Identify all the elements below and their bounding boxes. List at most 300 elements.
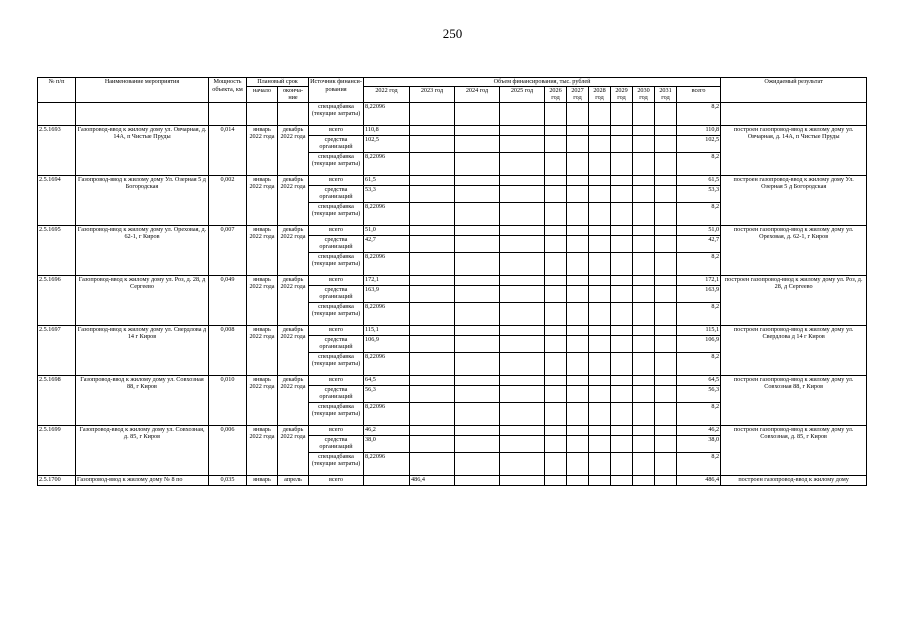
year-value-cell: 106,9 (364, 335, 410, 352)
year-value-cell (410, 175, 455, 185)
year-value-cell (611, 302, 633, 325)
header-name: Наименование мероприятия (76, 78, 209, 103)
start-cell: январь 2022 года (247, 125, 278, 175)
year-value-cell: 8,22096 (364, 352, 410, 375)
year-value-cell (410, 435, 455, 452)
end-cell: декабрь 2022 года (278, 375, 309, 425)
year-value-cell (410, 252, 455, 275)
year-value-cell (611, 135, 633, 152)
year-value-cell (655, 375, 677, 385)
year-value-cell (410, 235, 455, 252)
year-value-cell (545, 475, 567, 485)
year-value-cell (633, 452, 655, 475)
measure-name: Газопровод-ввод к жилому дому ул. Овчарная, д. 14А, п Чистые Пруды (76, 125, 209, 175)
measure-name: Газопровод-ввод к жилому дому ул. Свердлова д 14 г Киров (76, 325, 209, 375)
year-value-cell (611, 475, 633, 485)
year-value-cell: 46,2 (364, 425, 410, 435)
total-cell: 8,2 (677, 402, 721, 425)
year-value-cell (589, 235, 611, 252)
start-cell: январь (247, 475, 278, 485)
year-value-cell (611, 102, 633, 125)
year-value-cell (589, 435, 611, 452)
year-value-cell (611, 452, 633, 475)
year-value-cell (500, 335, 545, 352)
measure-name: Газопровод-ввод к жилому дому ул. Совхозная, д. 85, г Киров (76, 425, 209, 475)
year-value-cell (633, 135, 655, 152)
year-value-cell (633, 185, 655, 202)
year-value-cell (567, 185, 589, 202)
total-cell: 8,2 (677, 202, 721, 225)
year-value-cell (633, 175, 655, 185)
year-value-cell (655, 452, 677, 475)
year-value-cell (500, 402, 545, 425)
header-year: 2025 год (500, 86, 545, 102)
year-value-cell (500, 125, 545, 135)
source-cell: всего (309, 175, 364, 185)
page-number: 250 (442, 26, 463, 41)
year-value-cell (500, 385, 545, 402)
expected-result: построен газопровод-ввод к жилому дому ул. Роз, д. 28, д Сергеево (721, 275, 867, 325)
source-cell: средства организаций (309, 185, 364, 202)
empty-cell (38, 102, 76, 125)
year-value-cell (545, 302, 567, 325)
year-value-cell (545, 275, 567, 285)
header-capacity: Мощность объекта, км (209, 78, 247, 103)
year-value-cell (455, 252, 500, 275)
year-value-cell (567, 175, 589, 185)
total-cell: 38,0 (677, 435, 721, 452)
year-value-cell (545, 335, 567, 352)
total-cell: 8,2 (677, 302, 721, 325)
year-value-cell (567, 135, 589, 152)
year-value-cell (633, 235, 655, 252)
year-value-cell (545, 175, 567, 185)
year-value-cell (500, 152, 545, 175)
header-year: 2027 год (567, 86, 589, 102)
year-value-cell (455, 125, 500, 135)
year-value-cell (545, 352, 567, 375)
table-row (38, 125, 867, 135)
year-value-cell (567, 335, 589, 352)
year-value-cell (655, 385, 677, 402)
year-value-cell (545, 135, 567, 152)
year-value-cell (611, 335, 633, 352)
year-value-cell (545, 425, 567, 435)
year-value-cell (589, 225, 611, 235)
year-value-cell (545, 235, 567, 252)
year-value-cell (655, 275, 677, 285)
year-value-cell: 8,22096 (364, 402, 410, 425)
year-value-cell (655, 252, 677, 275)
year-value-cell (655, 402, 677, 425)
year-value-cell (633, 375, 655, 385)
start-cell: январь 2022 года (247, 375, 278, 425)
end-cell: декабрь 2022 года (278, 425, 309, 475)
row-number: 2.5.1696 (38, 275, 76, 325)
header-year: 2023 год (410, 86, 455, 102)
year-value-cell (567, 475, 589, 485)
year-value-cell (410, 185, 455, 202)
year-value-cell (611, 275, 633, 285)
year-value-cell (567, 452, 589, 475)
year-value-cell (633, 435, 655, 452)
year-value-cell (500, 235, 545, 252)
year-value-cell (545, 225, 567, 235)
year-value-cell (567, 325, 589, 335)
total-cell: 51,0 (677, 225, 721, 235)
expected-result: построен газопровод-ввод к жилому дому ул. Совхозная 88, г Киров (721, 375, 867, 425)
year-value-cell (589, 202, 611, 225)
year-value-cell (455, 225, 500, 235)
year-value-cell (500, 102, 545, 125)
table-row (38, 325, 867, 335)
start-cell: январь 2022 года (247, 275, 278, 325)
year-value-cell (545, 125, 567, 135)
total-cell: 486,4 (677, 475, 721, 485)
table-row (38, 225, 867, 235)
year-value-cell (633, 325, 655, 335)
total-cell: 64,5 (677, 375, 721, 385)
year-value-cell: 61,5 (364, 175, 410, 185)
year-value-cell: 8,22096 (364, 302, 410, 325)
year-value-cell (655, 302, 677, 325)
row-number: 2.5.1698 (38, 375, 76, 425)
header-year: 2022 год (364, 86, 410, 102)
end-cell: декабрь 2022 года (278, 225, 309, 275)
year-value-cell (589, 175, 611, 185)
year-value-cell: 8,22096 (364, 152, 410, 175)
total-cell: 8,2 (677, 102, 721, 125)
year-value-cell (611, 202, 633, 225)
year-value-cell: 8,22096 (364, 102, 410, 125)
year-value-cell (611, 435, 633, 452)
year-value-cell (633, 402, 655, 425)
source-cell: средства организаций (309, 285, 364, 302)
capacity-cell: 0,006 (209, 425, 247, 475)
year-value-cell (611, 175, 633, 185)
expected-result: построен газопровод-ввод к жилому дому (721, 475, 867, 485)
year-value-cell (633, 475, 655, 485)
year-value-cell: 8,22096 (364, 202, 410, 225)
year-value-cell (589, 352, 611, 375)
start-cell: январь 2022 года (247, 325, 278, 375)
year-value-cell (455, 235, 500, 252)
capacity-cell: 0,035 (209, 475, 247, 485)
year-value-cell: 42,7 (364, 235, 410, 252)
year-value-cell: 163,9 (364, 285, 410, 302)
year-value-cell (545, 185, 567, 202)
year-value-cell (633, 252, 655, 275)
year-value-cell (500, 475, 545, 485)
year-value-cell (500, 375, 545, 385)
total-cell: 102,5 (677, 135, 721, 152)
year-value-cell (589, 385, 611, 402)
header-year: 2024 год (455, 86, 500, 102)
measure-name: Газопровод-ввод к жилому дому ул. Ореховая, д. 62-1, г Киров (76, 225, 209, 275)
source-cell: всего (309, 425, 364, 435)
empty-cell (247, 102, 278, 125)
source-cell: всего (309, 225, 364, 235)
capacity-cell: 0,008 (209, 325, 247, 375)
year-value-cell (455, 185, 500, 202)
header-num: № п/п (38, 78, 76, 103)
year-value-cell (655, 352, 677, 375)
year-value-cell (455, 352, 500, 375)
header-end: оконча-ние (278, 86, 309, 102)
header-year: 2026 год (545, 86, 567, 102)
year-value-cell (410, 402, 455, 425)
total-cell: 115,1 (677, 325, 721, 335)
year-value-cell (500, 452, 545, 475)
year-value-cell (589, 452, 611, 475)
year-value-cell (633, 385, 655, 402)
end-cell: апрель (278, 475, 309, 485)
year-value-cell (611, 325, 633, 335)
year-value-cell (455, 475, 500, 485)
year-value-cell (545, 152, 567, 175)
measure-name: Газопровод-ввод к жилому дому № 8 по (76, 475, 209, 485)
header-year: 2031 год (655, 86, 677, 102)
year-value-cell (455, 285, 500, 302)
year-value-cell (500, 225, 545, 235)
year-value-cell (500, 302, 545, 325)
source-cell: спецнадбавка (текущие затраты) (309, 352, 364, 375)
year-value-cell (545, 375, 567, 385)
year-value-cell (567, 435, 589, 452)
year-value-cell (611, 125, 633, 135)
financing-table (37, 77, 867, 486)
start-cell: январь 2022 года (247, 225, 278, 275)
total-cell: 172,1 (677, 275, 721, 285)
year-value-cell (633, 285, 655, 302)
header-period: Плановый срок (247, 78, 309, 87)
year-value-cell (589, 102, 611, 125)
year-value-cell (500, 175, 545, 185)
year-value-cell (633, 225, 655, 235)
year-value-cell (589, 135, 611, 152)
total-cell: 8,2 (677, 352, 721, 375)
year-value-cell: 8,22096 (364, 452, 410, 475)
year-value-cell (589, 335, 611, 352)
year-value-cell (500, 435, 545, 452)
header-year: 2030 год (633, 86, 655, 102)
source-cell: всего (309, 125, 364, 135)
end-cell: декабрь 2022 года (278, 125, 309, 175)
year-value-cell: 51,0 (364, 225, 410, 235)
capacity-cell: 0,002 (209, 175, 247, 225)
source-cell: средства организаций (309, 385, 364, 402)
year-value-cell (455, 425, 500, 435)
capacity-cell: 0,010 (209, 375, 247, 425)
year-value-cell (545, 325, 567, 335)
year-value-cell (410, 325, 455, 335)
year-value-cell: 64,5 (364, 375, 410, 385)
year-value-cell (567, 102, 589, 125)
year-value-cell (410, 275, 455, 285)
year-value-cell (567, 252, 589, 275)
year-value-cell: 110,8 (364, 125, 410, 135)
empty-cell (76, 102, 209, 125)
year-value-cell: 8,22096 (364, 252, 410, 275)
empty-cell (278, 102, 309, 125)
year-value-cell (655, 202, 677, 225)
year-value-cell (567, 285, 589, 302)
year-value-cell (410, 125, 455, 135)
year-value-cell: 115,1 (364, 325, 410, 335)
expected-result: построен газопровод-ввод к жилому дому Ул. Озерная 5 д Богородская (721, 175, 867, 225)
row-number: 2.5.1697 (38, 325, 76, 375)
source-cell: всего (309, 475, 364, 485)
year-value-cell (545, 202, 567, 225)
header-volume: Объем финансирования, тыс. рублей (364, 78, 721, 87)
expected-result: построен газопровод-ввод к жилому дому ул. Свердлова д 14 г Киров (721, 325, 867, 375)
year-value-cell (455, 375, 500, 385)
year-value-cell (410, 202, 455, 225)
source-cell: средства организаций (309, 435, 364, 452)
year-value-cell (455, 302, 500, 325)
year-value-cell (611, 402, 633, 425)
year-value-cell (410, 452, 455, 475)
year-value-cell: 102,5 (364, 135, 410, 152)
source-cell: всего (309, 375, 364, 385)
year-value-cell (633, 352, 655, 375)
capacity-cell: 0,014 (209, 125, 247, 175)
year-value-cell (611, 252, 633, 275)
capacity-cell: 0,049 (209, 275, 247, 325)
year-value-cell (655, 125, 677, 135)
year-value-cell (545, 452, 567, 475)
year-value-cell (455, 175, 500, 185)
year-value-cell (500, 352, 545, 375)
total-cell: 56,3 (677, 385, 721, 402)
year-value-cell (655, 102, 677, 125)
year-value-cell (633, 125, 655, 135)
year-value-cell (455, 402, 500, 425)
year-value-cell (589, 125, 611, 135)
year-value-cell (655, 135, 677, 152)
year-value-cell (633, 275, 655, 285)
source-cell: всего (309, 275, 364, 285)
header-start: начало (247, 86, 278, 102)
year-value-cell (455, 325, 500, 335)
year-value-cell (655, 435, 677, 452)
year-value-cell (655, 175, 677, 185)
total-cell: 8,2 (677, 152, 721, 175)
year-value-cell (410, 135, 455, 152)
year-value-cell (611, 185, 633, 202)
source-cell: средства организаций (309, 335, 364, 352)
year-value-cell (455, 202, 500, 225)
result-cell (721, 102, 867, 125)
year-value-cell (567, 225, 589, 235)
year-value-cell (410, 225, 455, 235)
year-value-cell (455, 135, 500, 152)
row-number: 2.5.1695 (38, 225, 76, 275)
source-cell: средства организаций (309, 135, 364, 152)
year-value-cell (589, 285, 611, 302)
year-value-cell (500, 285, 545, 302)
total-cell: 163,9 (677, 285, 721, 302)
year-value-cell: 56,3 (364, 385, 410, 402)
year-value-cell (410, 302, 455, 325)
measure-name: Газопровод-ввод к жилому дому ул. Роз, д. 28, д Сергеево (76, 275, 209, 325)
total-cell: 53,3 (677, 185, 721, 202)
year-value-cell (410, 375, 455, 385)
year-value-cell (410, 285, 455, 302)
year-value-cell (655, 475, 677, 485)
source-cell: средства организаций (309, 235, 364, 252)
year-value-cell (589, 185, 611, 202)
year-value-cell (611, 352, 633, 375)
table-row (38, 275, 867, 285)
year-value-cell: 172,1 (364, 275, 410, 285)
header-year: 2029 год (611, 86, 633, 102)
year-value-cell (545, 102, 567, 125)
source-cell: всего (309, 325, 364, 335)
row-number: 2.5.1693 (38, 125, 76, 175)
year-value-cell (567, 275, 589, 285)
year-value-cell (364, 475, 410, 485)
end-cell: декабрь 2022 года (278, 275, 309, 325)
year-value-cell (500, 425, 545, 435)
measure-name: Газопровод-ввод к жилому дому ул. Совхозная 88, г Киров (76, 375, 209, 425)
year-value-cell (545, 435, 567, 452)
year-value-cell (633, 302, 655, 325)
total-cell: 46,2 (677, 425, 721, 435)
header-total: всего (677, 86, 721, 102)
year-value-cell (545, 252, 567, 275)
year-value-cell (545, 385, 567, 402)
year-value-cell (633, 425, 655, 435)
year-value-cell (611, 375, 633, 385)
source-cell: спецнадбавка (текущие затраты) (309, 452, 364, 475)
year-value-cell (500, 252, 545, 275)
year-value-cell (455, 385, 500, 402)
source-cell: спецнадбавка (текущие затраты) (309, 252, 364, 275)
end-cell: декабрь 2022 года (278, 325, 309, 375)
year-value-cell (500, 185, 545, 202)
year-value-cell (655, 285, 677, 302)
year-value-cell (611, 152, 633, 175)
year-value-cell (567, 425, 589, 435)
year-value-cell (567, 235, 589, 252)
year-value-cell (589, 375, 611, 385)
total-cell: 8,2 (677, 452, 721, 475)
total-cell: 42,7 (677, 235, 721, 252)
year-value-cell (410, 152, 455, 175)
start-cell: январь 2022 года (247, 175, 278, 225)
expected-result: построен газопровод-ввод к жилому дому ул. Овчарная, д. 14А, п Чистые Пруды (721, 125, 867, 175)
year-value-cell (655, 235, 677, 252)
year-value-cell (611, 425, 633, 435)
table-row (38, 425, 867, 435)
total-cell: 110,8 (677, 125, 721, 135)
year-value-cell (500, 325, 545, 335)
year-value-cell (410, 102, 455, 125)
header-result: Ожидаемый результат (721, 78, 867, 103)
year-value-cell (655, 335, 677, 352)
year-value-cell (455, 452, 500, 475)
source-cell: спецнадбавка (текущие затраты) (309, 152, 364, 175)
year-value-cell (633, 335, 655, 352)
year-value-cell (611, 235, 633, 252)
year-value-cell (655, 152, 677, 175)
total-cell: 106,9 (677, 335, 721, 352)
expected-result: построен газопровод-ввод к жилому дому ул. Совхозная, д. 85, г Киров (721, 425, 867, 475)
year-value-cell (545, 402, 567, 425)
year-value-cell (410, 425, 455, 435)
year-value-cell: 486,4 (410, 475, 455, 485)
